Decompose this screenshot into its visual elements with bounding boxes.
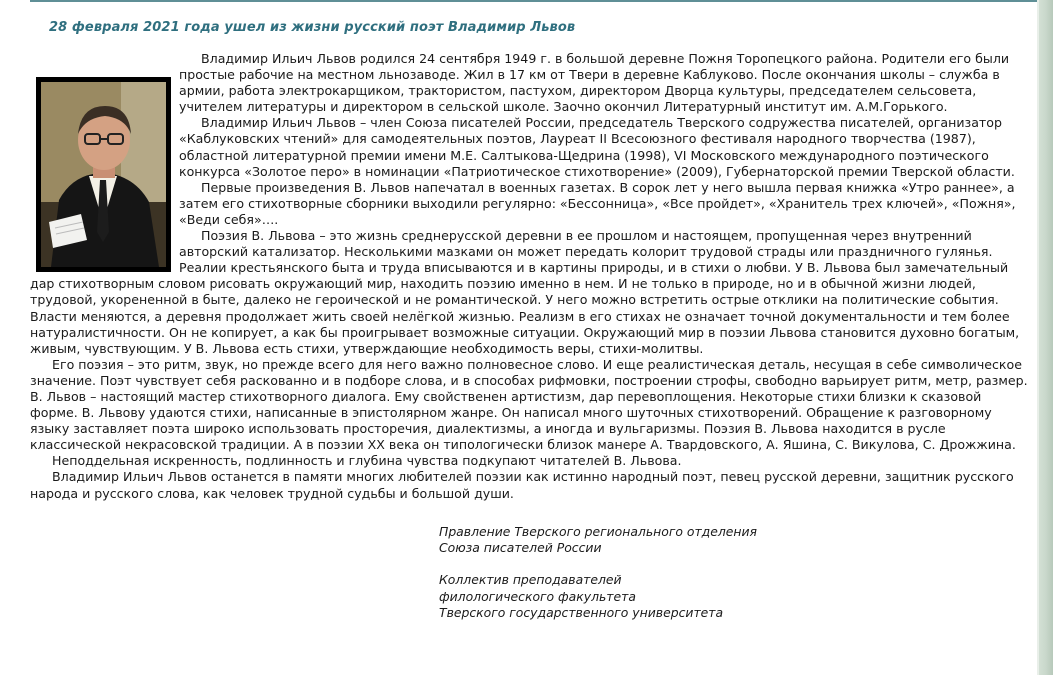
signature-org-line: Союза писателей России [439,540,602,556]
page-side-panel [1037,0,1053,675]
paragraph-membership: Владимир Ильич Львов – член Союза писателей России, председатель Тверского содружества писателей, организатор «Каблуковских чтений» для самодеятельных поэтов, Лауреат II Всесоюзного фестиваля народного творчества (1987), областной литературной премии имени М.Е. Салтыкова-Щедрина (1998), VI Московского международного поэтического конкурса «Золотое перо» в номинации «Патриотическое стихотворение» (2009), Губернаторской премии Тверской области. [179,115,1015,179]
portrait-image [41,82,166,267]
signature-team-line: филологического факультета [439,588,636,604]
paragraph-rhythm: Его поэзия – это ритм, звук, но прежде всего для него важно полновесное слово. И еще реалистическая деталь, несущая в себе символическое значение. Поэт чувствует себя раскованно и в подборе слова, и в способах рифмовки, построении строфы, свободно варьирует ритм, метр, размер. В. Львов – настоящий мастер стихотворного диалога. Ему свойственен артистизм, дар перевоплощения. Некоторые стихи близки к сказовой форме. В. Львову удаются стихи, написанные в эпистолярном жанре. Он написал много шуточных стихотворений. Обращение к разговорному языку заставляет поэта широко использовать просторечия, диалектизмы, а иногда и вульгаризмы. Поэзия В. Львова находится в русле классической некрасовской традиции. А в поэзии XX века он типологически близок манере А. Твардовского, А. Яшина, С. Викулова, С. Дрожжина. [30,356,1028,453]
paragraph-sincerity: Неподдельная искренность, подлинность и глубина чувства подкупают читателей В. Львова. [52,453,682,469]
paragraph-poetry: Поэзия В. Львова – это жизнь среднерусской деревни в ее прошлом и настоящем, пропущенная через внутренний авторский катализатор. Несколькими мазками он может передать колорит трудовой страды или праздничного гулянья. Реалии крестьянского быта и труда вписываются и в картины природы, и в стихи о любви. У В. Львова был замечательный дар стихотворным словом рисовать окружающий мир, находить поэзию именно в нем. И не только в природе, но и в обычной жизни людей, трудовой, укорененной в быте, далеко не героической и не романтической. У него можно встретить острые отклики на политические события. Власти меняются, а деревня продолжает жить своей нелёгкой жизнью. Реализм в его стихах не означает точной документальности и тем более натуралистичности. Он не копирует, а как бы проигрывает возможные ситуации. Окружающий мир в поэзии Львова становится духовно богатым, живым, чувствующим. У В. Львова есть стихи, утверждающие необходимость веры, стихи-молитвы. [30,228,1020,356]
signature-block [439,524,1030,622]
article-body [30,35,1030,502]
article-headline: 28 февраля 2021 года ушел из жизни русский поэт Владимир Львов [49,20,576,35]
signature-spacer [439,556,1030,572]
paragraph-biography: Владимир Ильич Львов родился 24 сентября 1949 г. в большой деревне Пожня Торопецкого района. Родители его были простые рабочие на местном льнозаводе. Жил в 17 км от Твери в деревне Каблуково. После окончания школы – служба в армии, работа электрокарщиком, трактористом, пастухом, директором Дворца культуры, председателем сельсовета, учителем литературы и директором в сельской школе. Заочно окончил Литературный институт им. А.М.Горького. [179,51,1010,115]
signature-team-line: Коллектив преподавателей [439,572,622,588]
portrait-photo [36,77,171,272]
paragraph-memory: Владимир Ильич Львов останется в памяти многих любителей поэзии как истинно народный поэт, певец русской деревни, защитник русского народа и русского слова, как человек трудной судьбы и большой души. [30,469,1014,501]
article-container [30,0,1030,622]
paragraph-first-works: Первые произведения В. Львов напечатал в военных газетах. В сорок лет у него вышла первая книжка «Утро раннее», а затем его стихотворные сборники выходили регулярно: «Бессонница», «Все пройдет», «Хранитель трех ключей», «Пожня», «Веди себя»…. [179,179,1016,227]
signature-team-line: Тверского государственного университета [439,605,724,621]
portrait-illustration [41,82,166,267]
signature-org-line: Правление Тверского регионального отделения [439,523,758,539]
